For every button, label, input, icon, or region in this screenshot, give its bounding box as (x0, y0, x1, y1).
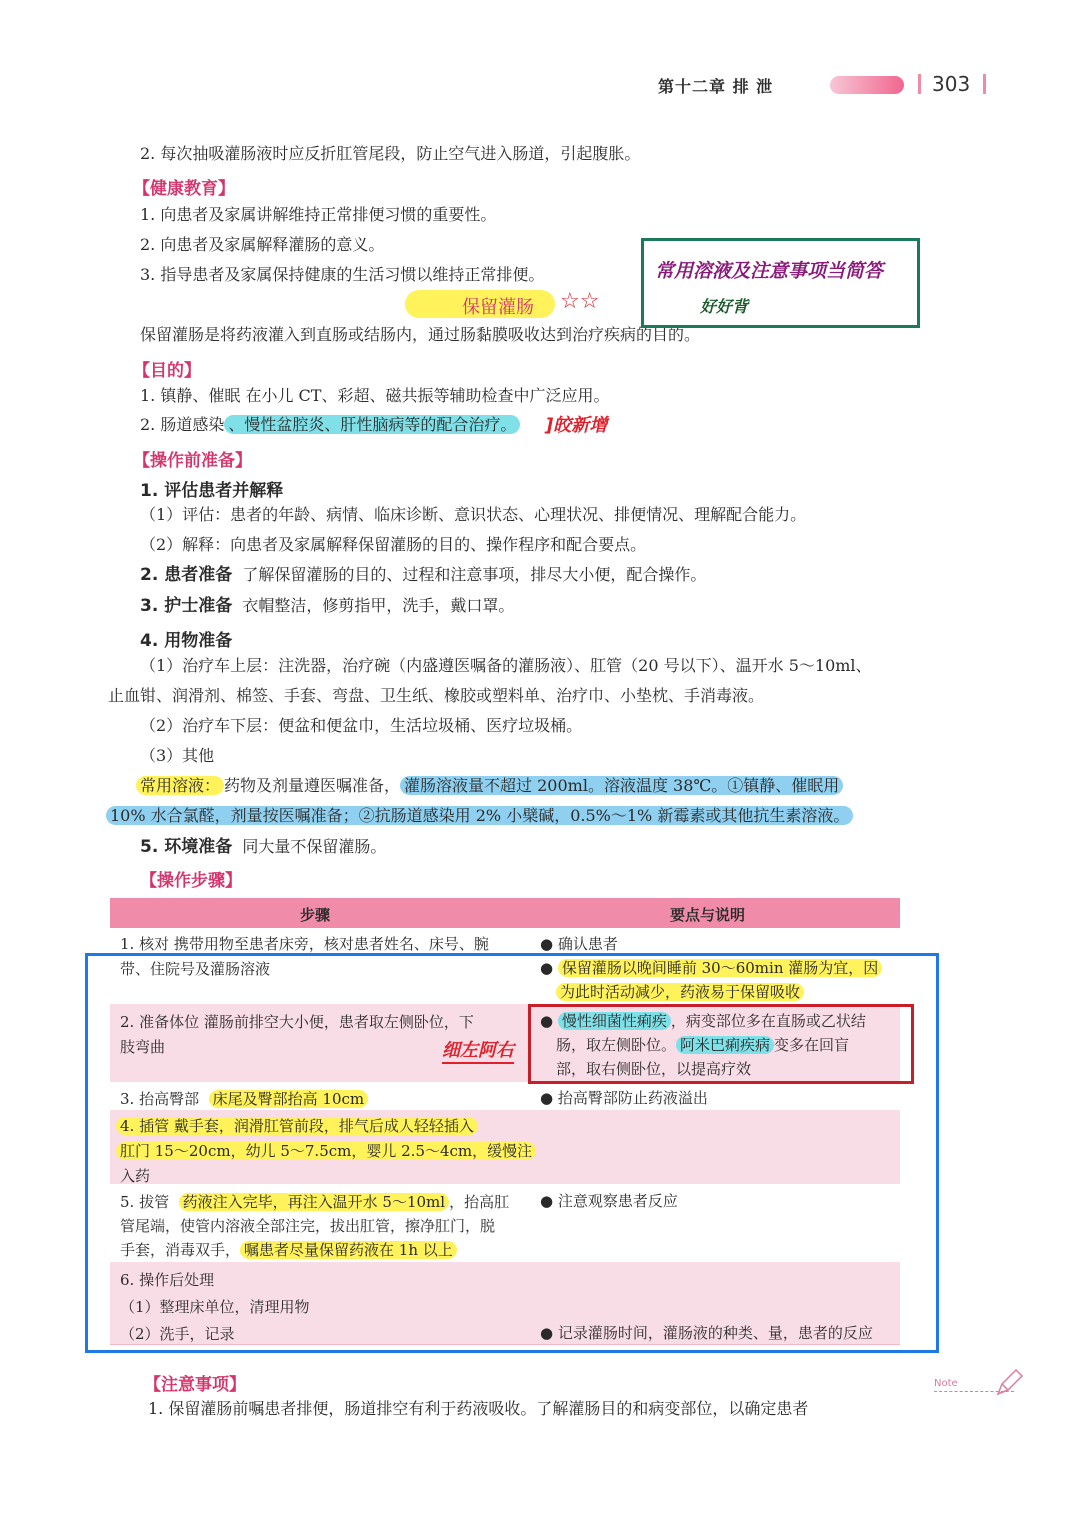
section-heading-caution: 【注意事项】 (144, 1375, 246, 1395)
highlight-yellow: 保留灌肠以晚间睡前 30～60min 灌肠为宜，因 (558, 959, 882, 977)
handwritten-note-left-right: 细左阿右 (442, 1036, 514, 1064)
paragraph: 保留灌肠是将药液灌入到直肠或结肠内，通过肠黏膜吸收达到治疗疾病的目的。 (140, 325, 701, 344)
paragraph: 2. 每次抽吸灌肠液时应反折肛管尾段，防止空气进入肠道，引起腹胀。 (140, 144, 641, 163)
highlight-yellow: 药液注入完毕，再注入温开水 5～10ml (179, 1193, 449, 1211)
paragraph: （3）其他 (140, 746, 215, 765)
header-divider (918, 74, 921, 94)
highlight-yellow: 常用溶液： (136, 776, 224, 795)
handwritten-stars: ☆☆ (560, 289, 600, 314)
highlight-yellow: 肛门 15～20cm，幼儿 5～7.5cm，婴儿 2.5～4cm，缓慢注 (116, 1142, 536, 1160)
header-divider (983, 74, 986, 94)
note-area (934, 1378, 1014, 1392)
table-cell: ● 抬高臀部防止药液溢出 (540, 1089, 708, 1107)
table-cell: 带、住院号及灌肠溶液 (120, 960, 271, 978)
paragraph: （2）解释：向患者及家属解释保留灌肠的目的、操作程序和配合要点。 (140, 535, 647, 554)
table-cell: ● 记录灌肠时间，灌肠液的种类、量，患者的反应 (540, 1324, 873, 1342)
table-cell: 1. 核对 携带用物至患者床旁，核对患者姓名、床号、腕 (120, 935, 489, 953)
paragraph (140, 837, 386, 857)
table-cell: ● 注意观察患者反应 (540, 1192, 678, 1210)
table-cell: 肢弯曲 (120, 1038, 166, 1056)
text: 药物及剂量遵医嘱准备， (224, 776, 401, 795)
text: 5. 拔管 (120, 1193, 170, 1211)
text: 2. 肠道感染 (140, 415, 225, 434)
section-heading-health-education: 【健康教育】 (133, 179, 235, 199)
text: 肠，取左侧卧位。 (556, 1036, 677, 1054)
table-cell: 6. 操作后处理 (120, 1271, 215, 1289)
text: ，病变部位多在直肠或乙状结 (670, 1012, 866, 1030)
section-heading-purpose: 【目的】 (133, 361, 201, 381)
note-label: Note (934, 1378, 1014, 1392)
paragraph: 1. 向患者及家属讲解维持正常排便习惯的重要性。 (140, 205, 497, 224)
subheading: 3. 护士准备 (140, 596, 233, 616)
table-header-steps: 步骤 (300, 906, 331, 924)
text: 衣帽整洁，修剪指甲，洗手，戴口罩。 (242, 596, 515, 615)
annotation-box-green (641, 238, 920, 328)
table-cell: 2. 准备体位 灌肠前排空大小便，患者取左侧卧位，下 (120, 1013, 474, 1031)
paragraph (140, 596, 514, 616)
highlight-yellow: 嘱患者尽量保留药液在 1h 以上 (240, 1241, 457, 1259)
text: 变多在回盲 (774, 1036, 850, 1054)
subheading: 4. 用物准备 (140, 631, 233, 651)
highlight-cyan: 慢性细菌性痢疾 (558, 1012, 671, 1030)
section-heading-steps: 【操作步骤】 (140, 871, 242, 891)
chapter-title: 第十二章 排 泄 (658, 77, 774, 96)
paragraph: 1. 镇静、催眠 在小儿 CT、彩超、磁共振等辅助检查中广泛应用。 (140, 386, 610, 405)
table-cell: 入药 (120, 1167, 151, 1185)
table-header (110, 898, 900, 928)
subheading: 1. 评估患者并解释 (140, 481, 284, 501)
text: 3. 抬高臀部 (120, 1090, 200, 1108)
text: 手套，消毒双手， (120, 1241, 241, 1259)
subheading: 5. 环境准备 (140, 837, 233, 857)
table-cell: 管尾端，使管内溶液全部注完，拔出肛管，擦净肛门，脱 (120, 1217, 496, 1235)
subheading: 2. 患者准备 (140, 565, 233, 585)
page-number: 303 (932, 72, 971, 96)
text: 了解保留灌肠的目的、过程和注意事项，排尽大小便，配合操作。 (242, 565, 707, 584)
table-cell: ● 慢性细菌性痢疾 ，病变部位多在直肠或乙状结 (540, 1012, 866, 1030)
paragraph: 3. 指导患者及家属保持健康的生活习惯以维持正常排便。 (140, 265, 545, 284)
highlight-cyan: 、慢性盆腔炎、肝性脑病等的配合治疗。 (224, 415, 520, 434)
text: ，抬高肛 (449, 1193, 510, 1211)
paragraph (106, 806, 853, 826)
highlight-blue: 灌肠溶液量不超过 200ml。溶液温度 38℃。①镇静、催眠用 (400, 776, 843, 795)
handwritten-note-exam-tip: 常用溶液及注意事项当简答 (655, 260, 884, 282)
highlight-yellow: 床尾及臀部抬高 10cm (209, 1090, 368, 1108)
table-cell: （2）洗手，记录 (120, 1325, 235, 1343)
header-decor-bar (830, 76, 904, 94)
paragraph (140, 415, 520, 435)
paragraph (136, 776, 843, 796)
table-header-notes: 要点与说明 (670, 906, 746, 924)
highlight-yellow: 为此时活动减少，药液易于保留吸收 (556, 983, 804, 1001)
section-title-retention-enema: 保留灌肠 (462, 297, 534, 318)
section-heading-preparation: 【操作前准备】 (133, 451, 252, 471)
paragraph: （2）治疗车下层：便盆和便盆巾，生活垃圾桶、医疗垃圾桶。 (140, 716, 583, 735)
paragraph: 止血钳、润滑剂、棉签、手套、弯盘、卫生纸、橡胶或塑料单、治疗巾、小垫枕、手消毒液。 (108, 686, 765, 705)
highlight-yellow: 4. 插管 戴手套，润滑肛管前段，排气后成人轻轻插入 (116, 1117, 478, 1135)
table-cell: ● 确认患者 (540, 935, 618, 953)
highlight-cyan: 阿米巴痢疾病 (676, 1036, 774, 1054)
handwritten-note-memorize: 好好背 (700, 297, 749, 316)
paragraph (140, 565, 706, 585)
paragraph: 1. 保留灌肠前嘱患者排便，肠道排空有利于药液吸收。了解灌肠目的和病变部位，以确定患者 (148, 1399, 809, 1418)
paragraph: （1）治疗车上层：注洗器，治疗碗（内盛遵医嘱备的灌肠液）、肛管（20 号以下）、温开水 5～10ml、 (140, 656, 872, 675)
pencil-icon (994, 1368, 1024, 1398)
paragraph: 2. 向患者及家属解释灌肠的意义。 (140, 235, 385, 254)
table-cell: ● 保留灌肠以晚间睡前 30～60min 灌肠为宜，因 (540, 958, 882, 978)
annotation-box-red (528, 1004, 914, 1084)
text: 同大量不保留灌肠。 (242, 837, 387, 856)
paragraph: （1）评估：患者的年龄、病情、临床诊断、意识状态、心理状况、排便情况、理解配合能力。 (140, 505, 807, 524)
handwritten-note-exam: ]皎新增 (545, 415, 608, 436)
highlight-blue: 10% 水合氯醛，剂量按医嘱准备；②抗肠道感染用 2% 小檗碱，0.5%～1% 新霉素或其他抗生素溶液。 (106, 806, 853, 825)
table-cell: （1）整理床单位，清理用物 (120, 1298, 310, 1316)
table-cell: 部，取右侧卧位，以提高疗效 (556, 1060, 752, 1078)
